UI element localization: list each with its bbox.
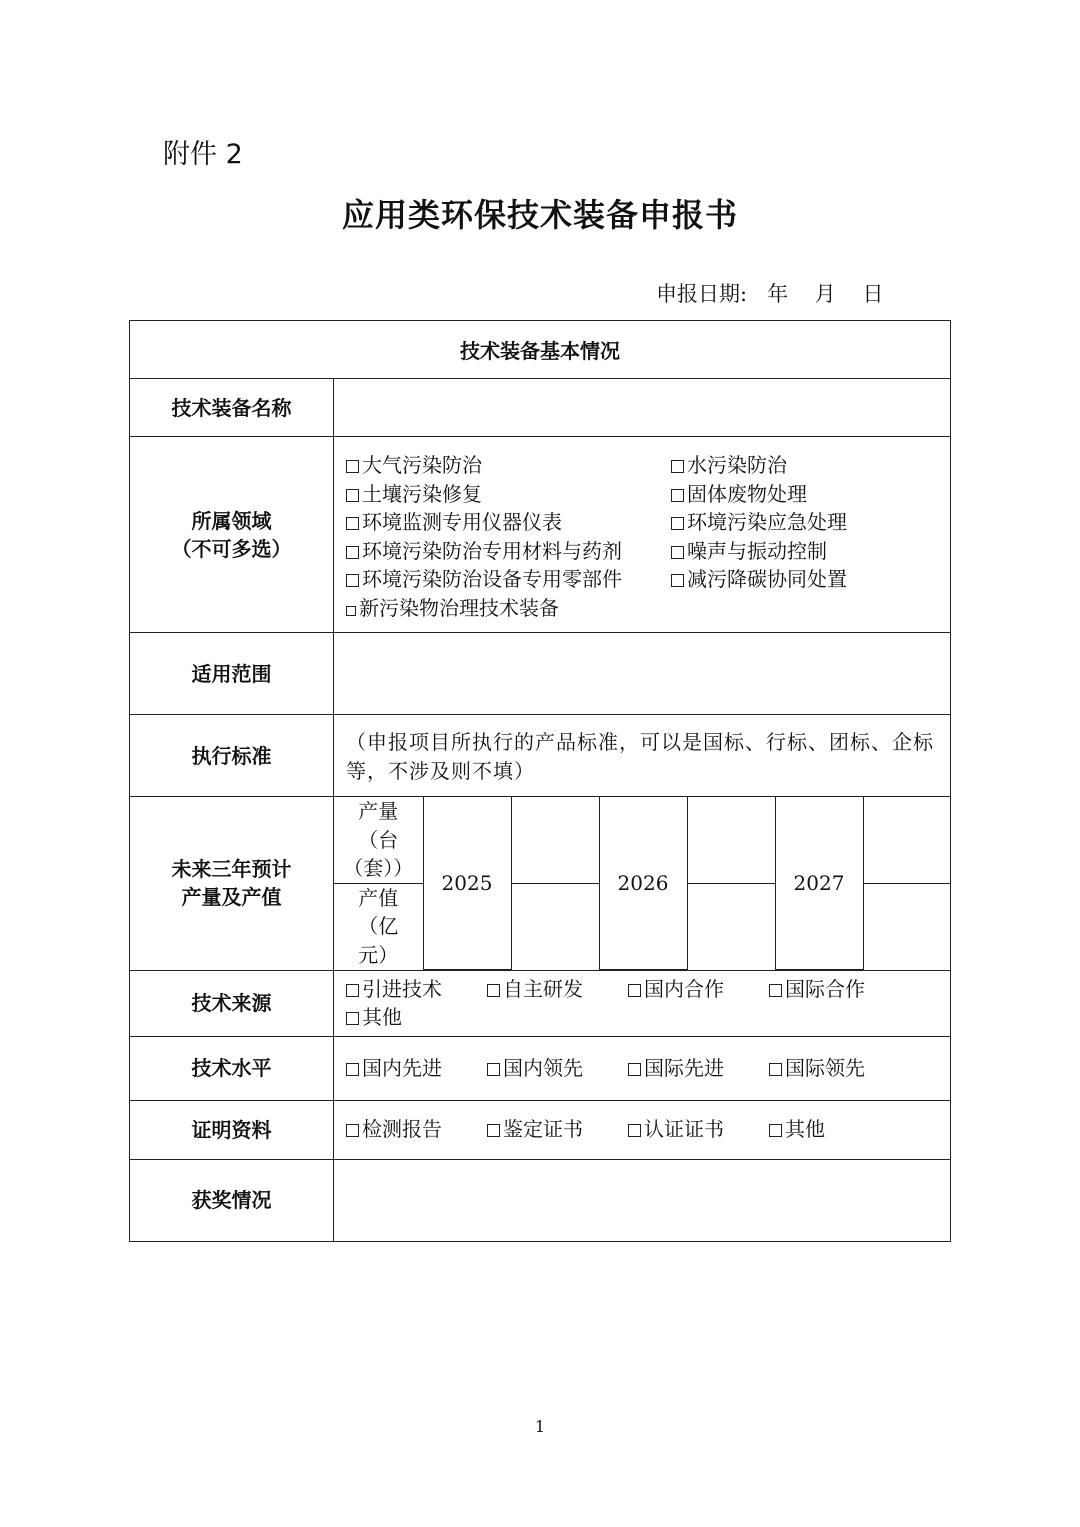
checkbox-icon[interactable]	[487, 984, 500, 997]
checkbox-icon[interactable]	[346, 606, 356, 616]
checkbox-icon[interactable]	[346, 1124, 359, 1137]
scope-label: 适用范围	[130, 633, 334, 715]
source-option[interactable]	[346, 1003, 402, 1032]
proof-options	[334, 1100, 951, 1159]
forecast-label-line1: 未来三年预计	[171, 857, 292, 882]
standard-note[interactable]: （申报项目所执行的产品标准，可以是国标、行标、团标、企标等，不涉及则不填）	[334, 715, 951, 797]
output-2025-field[interactable]	[511, 797, 599, 883]
output-unit-line: 产量	[358, 799, 399, 823]
level-option-label: 国际先进	[644, 1055, 724, 1080]
field-option-label: 水污染防治	[687, 453, 787, 477]
standard-label: 执行标准	[130, 715, 334, 797]
checkbox-icon[interactable]	[346, 984, 359, 997]
level-option-label: 国际领先	[785, 1055, 865, 1080]
name-row	[130, 379, 951, 437]
proof-option-label: 鉴定证书	[503, 1117, 583, 1142]
scope-field[interactable]	[334, 633, 951, 715]
checkbox-icon[interactable]	[628, 1063, 641, 1076]
checkbox-icon[interactable]	[346, 489, 359, 502]
level-option[interactable]	[769, 1054, 910, 1083]
proof-option[interactable]	[487, 1115, 628, 1144]
checkbox-icon[interactable]	[671, 574, 684, 587]
field-row	[130, 437, 951, 633]
field-option-label: 土壤污染修复	[362, 481, 482, 506]
field-options	[334, 437, 951, 633]
field-label-line1: 所属领域	[191, 508, 272, 533]
field-option-label: 环境污染应急处理	[687, 510, 847, 534]
value-2026-field[interactable]	[687, 883, 775, 969]
field-option[interactable]	[671, 451, 941, 480]
proof-row	[130, 1100, 951, 1159]
source-option-label: 其他	[362, 1005, 402, 1029]
level-option[interactable]	[628, 1054, 769, 1083]
equipment-name-field[interactable]	[334, 379, 951, 437]
checkbox-icon[interactable]	[671, 489, 684, 502]
proof-option-label: 认证证书	[644, 1117, 724, 1142]
checkbox-icon[interactable]	[346, 546, 359, 559]
source-option-label: 引进技术	[362, 976, 442, 1001]
field-option-label: 环境污染防治专用材料与药剂	[362, 538, 622, 563]
checkbox-icon[interactable]	[346, 517, 359, 530]
field-option-label: 环境监测专用仪器仪表	[362, 510, 562, 534]
field-option[interactable]	[671, 537, 941, 566]
field-option[interactable]	[346, 594, 671, 623]
source-option-label: 国际合作	[785, 976, 865, 1001]
source-row	[130, 970, 951, 1036]
forecast-grid	[334, 797, 951, 970]
field-option[interactable]	[346, 451, 671, 480]
field-label	[130, 437, 334, 633]
checkbox-icon[interactable]	[628, 984, 641, 997]
checkbox-icon[interactable]	[346, 1063, 359, 1076]
value-unit-line: 元）	[358, 942, 399, 967]
output-unit-line: （台	[358, 827, 399, 852]
level-option-label: 国内先进	[362, 1055, 442, 1080]
forecast-grid-cell	[334, 797, 951, 971]
level-option-label: 国内领先	[503, 1055, 583, 1080]
level-options	[334, 1036, 951, 1100]
source-options	[334, 970, 951, 1036]
checkbox-icon[interactable]	[346, 1012, 359, 1025]
field-option[interactable]	[671, 565, 941, 594]
level-row	[130, 1036, 951, 1100]
checkbox-icon[interactable]	[346, 574, 359, 587]
checkbox-icon[interactable]	[487, 1063, 500, 1076]
award-label: 获奖情况	[130, 1159, 334, 1241]
award-row	[130, 1159, 951, 1241]
award-field[interactable]	[334, 1159, 951, 1241]
page-number: 1	[534, 1417, 546, 1436]
checkbox-icon[interactable]	[671, 546, 684, 559]
checkbox-icon[interactable]	[346, 460, 359, 473]
proof-option[interactable]	[346, 1115, 487, 1144]
source-option[interactable]	[628, 975, 769, 1004]
value-unit-line: （亿	[358, 914, 399, 938]
field-option-label: 环境污染防治设备专用零部件	[362, 567, 622, 591]
equipment-name-label: 技术装备名称	[130, 379, 334, 437]
output-2026-field[interactable]	[687, 797, 775, 883]
checkbox-icon[interactable]	[769, 1063, 782, 1076]
output-unit-label	[334, 797, 423, 883]
output-2027-field[interactable]	[863, 797, 951, 883]
level-option[interactable]	[487, 1054, 628, 1083]
source-label: 技术来源	[130, 970, 334, 1036]
proof-label: 证明资料	[130, 1100, 334, 1159]
value-unit-label	[334, 883, 423, 969]
field-option-label: 大气污染防治	[362, 453, 482, 477]
checkbox-icon[interactable]	[769, 1124, 782, 1137]
proof-option[interactable]	[769, 1115, 910, 1144]
output-unit-line: （套））	[343, 856, 414, 880]
proof-option[interactable]	[628, 1115, 769, 1144]
source-option[interactable]	[769, 975, 910, 1004]
forecast-row	[130, 797, 951, 971]
proof-option-label: 检测报告	[362, 1117, 442, 1142]
application-form-table	[129, 320, 951, 1242]
source-option[interactable]	[346, 975, 487, 1004]
field-label-line2: （不可多选）	[171, 536, 292, 561]
value-2025-field[interactable]	[511, 883, 599, 969]
field-option-label: 减污降碳协同处置	[687, 567, 847, 591]
field-option-label: 新污染物治理技术装备	[359, 595, 559, 620]
checkbox-icon[interactable]	[671, 517, 684, 530]
value-2027-field[interactable]	[863, 883, 951, 969]
checkbox-icon[interactable]	[628, 1124, 641, 1137]
year-2026: 2026	[599, 797, 687, 969]
year-2027: 2027	[775, 797, 863, 969]
proof-option-label: 其他	[785, 1117, 825, 1142]
checkbox-icon[interactable]	[769, 984, 782, 997]
standard-row	[130, 715, 951, 797]
field-option[interactable]	[346, 537, 671, 566]
attachment-label: 附件 2	[163, 139, 243, 170]
year-2025: 2025	[423, 797, 511, 969]
document-title: 应用类环保技术装备申报书	[341, 196, 738, 234]
field-option-label: 固体废物处理	[687, 481, 807, 506]
scope-row	[130, 633, 951, 715]
checkbox-icon[interactable]	[487, 1124, 500, 1137]
forecast-label	[130, 797, 334, 971]
value-unit-line: 产值	[358, 885, 399, 910]
field-option-label: 噪声与振动控制	[687, 538, 827, 563]
section-header: 技术装备基本情况	[130, 321, 951, 379]
source-option-label: 自主研发	[503, 976, 583, 1001]
field-option[interactable]	[346, 508, 671, 537]
report-date-line: 申报日期: 年 月 日	[656, 282, 884, 306]
source-option-label: 国内合作	[644, 976, 724, 1001]
forecast-label-line2: 产量及产值	[181, 885, 282, 910]
field-option[interactable]	[346, 480, 671, 509]
section-header-row	[130, 321, 951, 379]
field-option[interactable]	[346, 565, 671, 594]
level-label: 技术水平	[130, 1036, 334, 1100]
level-option[interactable]	[346, 1054, 487, 1083]
field-option[interactable]	[671, 508, 941, 537]
source-option[interactable]	[487, 975, 628, 1004]
checkbox-icon[interactable]	[671, 460, 684, 473]
field-option[interactable]	[671, 480, 941, 509]
